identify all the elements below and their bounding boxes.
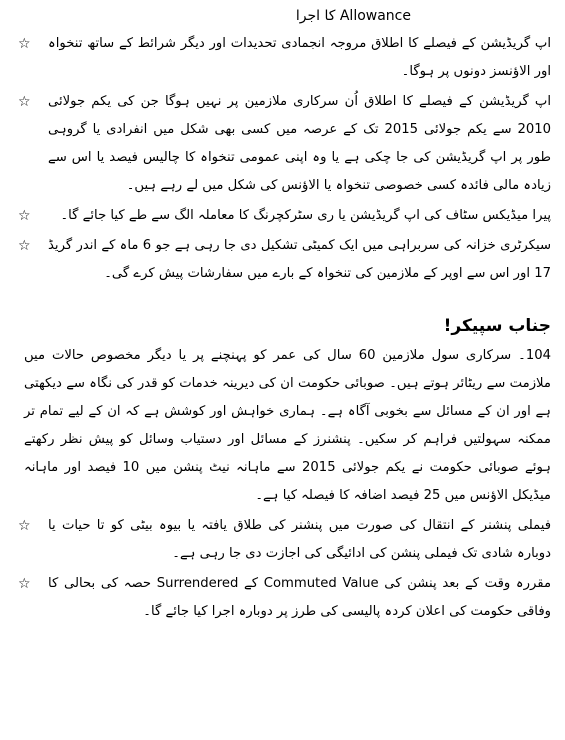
star-bullet-icon: ☆ — [18, 36, 31, 52]
list-item — [14, 232, 551, 288]
list-item-text: فیملی پنشنر کے انتقال کی صورت میں پنشنر کی طلاق یافتہ یا بیوہ بیٹی کو تا حیات یا دوبارہ شادی تک فیملی پنشن کی ادائیگی کی اجازت دی جا رہی ہے۔ — [48, 518, 551, 561]
pension-list — [14, 512, 551, 626]
star-bullet-icon: ☆ — [18, 94, 31, 110]
list-item — [14, 570, 551, 626]
list-item-text: اپ گریڈیشن کے فیصلے کا اطلاق مروجہ انجمادی تحدیدات اور دیگر شرائط کے ساتھ تنخواہ اور الاؤنسز دونوں پر ہوگا۔ — [48, 36, 551, 79]
allowance-heading: Allowance کا اجرا — [295, 8, 411, 24]
star-bullet-icon: ☆ — [18, 208, 31, 224]
list-item — [14, 88, 551, 200]
list-item-text: سیکرٹری خزانہ کی سربراہی میں ایک کمیٹی تشکیل دی جا رہی ہے جو 6 ماہ کے اندر گریڈ 17 اور اس سے اوپر کے ملازمین کی تنخواہ کے بارے میں سفارشات پیش کرے گی۔ — [48, 238, 551, 281]
list-item — [14, 30, 551, 86]
star-bullet-icon: ☆ — [18, 238, 31, 254]
list-item-text: مقررہ وقت کے بعد پنشن کی Commuted Value کے Surrendered حصہ کی بحالی کا وفاقی حکومت کی اعلان کردہ پالیسی کی طرز پر دوبارہ اجرا کیا جائے گا۔ — [48, 576, 552, 619]
section-title: جناب سپیکر! — [443, 316, 551, 336]
pension-paragraph: 104۔ سرکاری سول ملازمین 60 سال کی عمر کو پہنچنے پر یا دیگر مخصوص حالات میں ملازمت سے ریٹائر ہوتے ہیں۔ صوبائی حکومت ان کی دیرینہ خدمات کو قدر کی نگاہ سے دیکھتی ہے اور ان کے مسائل سے بخوبی آگاہ ہے۔ ہماری خواہش اور کوشش ہے کہ ان کے لیے تمام تر ممکنہ سہولتیں فراہم کر سکیں۔ پنشنرز کے مسائل اور دستیاب وسائل کو پیش نظر رکھتے ہوئے صوبائی حکومت نے یکم جولائی 2015 سے ماہانہ نیٹ پنشن میں 10 فیصد اور ماہانہ میڈیکل الاؤنس میں 25 فیصد اضافہ کا فیصلہ کیا ہے۔ — [24, 348, 551, 503]
star-bullet-icon: ☆ — [18, 518, 31, 534]
list-item — [14, 512, 551, 568]
list-item-text: پیرا میڈیکس سٹاف کی اپ گریڈیشن یا ری سٹرکچرنگ کا معاملہ الگ سے طے کیا جائے گا۔ — [60, 208, 551, 223]
list-item-text: اپ گریڈیشن کے فیصلے کا اطلاق اُن سرکاری ملازمین پر نہیں ہوگا جن کی یکم جولائی 2010 سے یکم جولائی 2015 تک کے عرصہ میں کسی بھی شکل میں انفرادی یا گروہی طور پر اپ گریڈیشن کی جا چکی ہے یا وہ اپنی عمومی تنخواہ کا چالیس فیصد یا اس سے زیادہ مالی فائدہ کسی خصوصی تنخواہ یا الاؤنس کی شکل میں لے رہے ہیں۔ — [48, 94, 551, 193]
list-item — [14, 202, 551, 230]
upgradation-list — [14, 30, 551, 288]
star-bullet-icon: ☆ — [18, 576, 31, 592]
